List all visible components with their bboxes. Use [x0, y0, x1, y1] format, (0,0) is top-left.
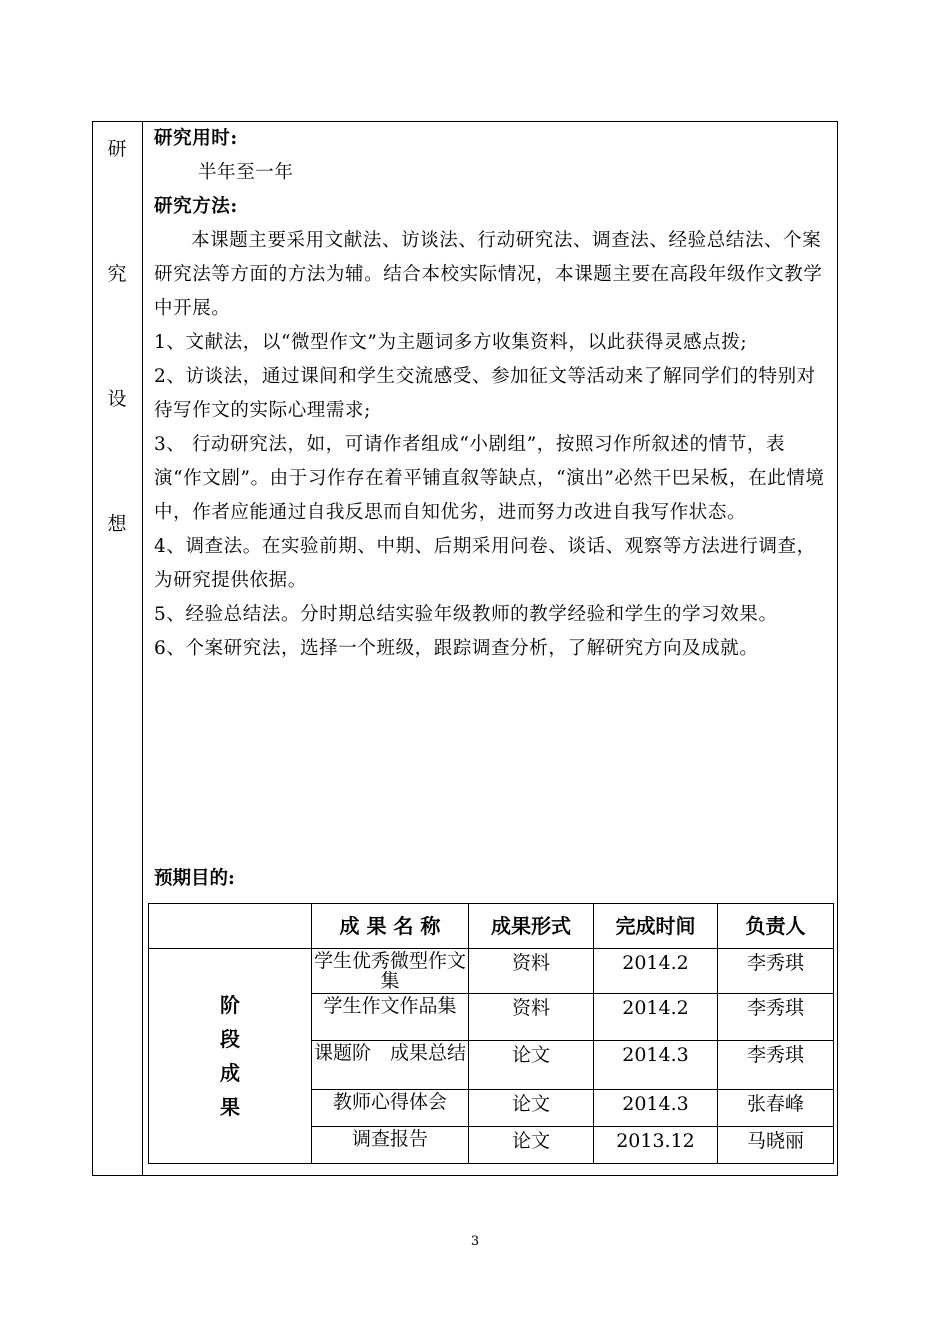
stage-label-char: 段 — [220, 1027, 240, 1051]
result-owner: 李秀琪 — [718, 994, 834, 1041]
method-item: 3、 行动研究法，如，可请作者组成“小剧组”，按照习作所叙述的情节，表演“作文剧”。由于习作存在着平铺直叙等缺点，“演出”必然干巴呆板，在此情境中，作者应能通过自我反思而自知优劣，进而努力改进自我写作状态。 — [154, 434, 825, 523]
research-time-heading: 研究用时: — [154, 128, 238, 149]
result-time: 2014.3 — [594, 1041, 718, 1090]
research-content — [154, 122, 828, 666]
result-owner: 李秀琪 — [718, 949, 834, 994]
research-method-heading: 研究方法: — [154, 196, 238, 217]
result-form: 论文 — [469, 1127, 594, 1164]
table-row — [149, 949, 834, 994]
side-label-char: 想 — [107, 513, 127, 535]
method-item: 5、经验总结法。分时期总结实验年级教师的教学经验和学生的学习效果。 — [154, 604, 778, 625]
result-time: 2013.12 — [594, 1127, 718, 1164]
expected-goal-heading: 预期目的: — [154, 868, 235, 889]
stage-results-label — [149, 949, 312, 1164]
side-label-char: 设 — [107, 388, 127, 410]
result-name: 调查报告 — [312, 1127, 469, 1164]
result-owner: 李秀琪 — [718, 1041, 834, 1090]
stage-label-char: 果 — [220, 1095, 240, 1119]
result-owner: 马晓丽 — [718, 1127, 834, 1164]
result-time: 2014.3 — [594, 1090, 718, 1127]
column-divider — [142, 121, 143, 1176]
result-name: 学生作文作品集 — [312, 994, 469, 1041]
research-time-value: 半年至一年 — [198, 162, 294, 183]
result-form: 论文 — [469, 1090, 594, 1127]
header-cell: 负责人 — [718, 904, 834, 949]
method-item: 2、访谈法，通过课间和学生交流感受、参加征文等活动来了解同学们的特别对待写作文的实际心理需求; — [154, 366, 816, 421]
results-table — [148, 903, 834, 1164]
header-cell — [149, 904, 312, 949]
result-form: 资料 — [469, 949, 594, 994]
stage-label-char: 成 — [220, 1061, 240, 1085]
stage-label-char: 阶 — [220, 993, 240, 1017]
results-header-row — [149, 904, 834, 949]
method-item: 1、文献法，以“微型作文”为主题词多方收集资料，以此获得灵感点拨; — [154, 332, 748, 353]
result-time: 2014.2 — [594, 994, 718, 1041]
result-name: 学生优秀微型作文集 — [312, 949, 469, 994]
side-label-char: 究 — [107, 263, 127, 285]
result-form: 论文 — [469, 1041, 594, 1090]
method-item: 4、调查法。在实验前期、中期、后期采用问卷、谈话、观察等方法进行调查，为研究提供依据。 — [154, 536, 816, 591]
header-cell: 完成时间 — [594, 904, 718, 949]
result-owner: 张春峰 — [718, 1090, 834, 1127]
header-cell: 成果形式 — [469, 904, 594, 949]
header-cell: 成 果 名 称 — [312, 904, 469, 949]
page-number: 3 — [470, 1234, 480, 1249]
method-item: 6、个案研究法，选择一个班级，跟踪调查分析，了解研究方向及成就。 — [154, 638, 759, 659]
result-form: 资料 — [469, 994, 594, 1041]
result-name: 课题阶 成果总结 — [312, 1041, 469, 1090]
side-label-char: 研 — [107, 138, 127, 160]
result-time: 2014.2 — [594, 949, 718, 994]
research-method-intro: 本课题主要采用文献法、访谈法、行动研究法、调查法、经验总结法、个案研究法等方面的方法为辅。结合本校实际情况，本课题主要在高段年级作文教学中开展。 — [154, 230, 823, 319]
result-name: 教师心得体会 — [312, 1090, 469, 1127]
